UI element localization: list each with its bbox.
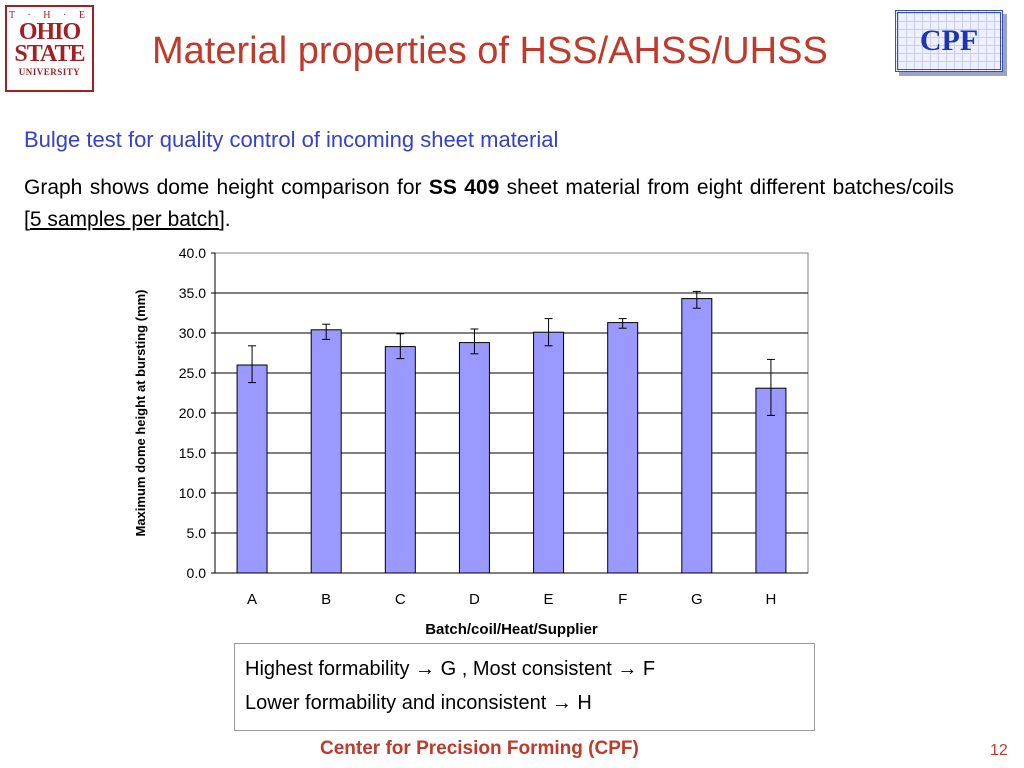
desc-part2: sheet material from eight different batches/coils [: [24, 176, 954, 231]
bar-G: [682, 299, 712, 573]
x-tick-label-B: B: [321, 591, 332, 608]
bar-A: [237, 365, 267, 573]
y-tick-label: 25.0: [178, 365, 206, 381]
y-axis-label: Maximum dome height at bursting (mm): [133, 289, 148, 537]
desc-part3: ].: [218, 208, 231, 231]
logo-the: T · H · E: [9, 10, 90, 21]
slide-title: Material properties of HSS/AHSS/UHSS: [152, 30, 828, 72]
x-tick-label-C: C: [394, 591, 406, 608]
bar-D: [459, 343, 489, 573]
logo-university: UNIVERSITY: [18, 67, 81, 77]
x-tick-label-G: G: [690, 591, 703, 608]
bar-E: [534, 332, 564, 573]
y-tick-label: 15.0: [178, 445, 206, 461]
bar-B: [311, 330, 341, 573]
x-tick-label-A: A: [247, 591, 258, 608]
cpf-logo-text: CPF: [919, 24, 979, 57]
desc-part1: Graph shows dome height comparison for: [24, 176, 429, 199]
logo-ohio: OHIO: [18, 19, 81, 45]
desc-material: SS 409: [428, 176, 500, 199]
x-tick-label-D: D: [469, 591, 480, 608]
x-tick-label-E: E: [543, 591, 554, 608]
logo-state: STATE: [14, 41, 85, 67]
bar-H: [756, 388, 786, 573]
conclusion-line-1: Highest formability → G , Most consistent → F: [245, 658, 656, 680]
cpf-logo: [895, 10, 1003, 72]
y-tick-label: 20.0: [178, 405, 206, 421]
y-tick-label: 30.0: [178, 325, 206, 341]
x-tick-label-F: F: [618, 591, 628, 608]
y-tick-label: 35.0: [178, 285, 206, 301]
x-axis-label: Batch/coil/Heat/Supplier: [425, 621, 598, 638]
conclusions-box: [234, 643, 815, 731]
page-number: 12: [990, 742, 1008, 759]
ohio-state-logo: [5, 5, 94, 92]
y-tick-label: 10.0: [178, 485, 206, 501]
slide-subtitle: Bulge test for quality control of incoming sheet material: [24, 127, 559, 152]
y-tick-label: 0.0: [186, 565, 206, 581]
x-tick-label-H: H: [765, 591, 777, 608]
chart-svg: [128, 240, 822, 640]
bar-F: [608, 323, 638, 573]
slide-description: [24, 172, 954, 236]
bar-C: [385, 347, 415, 573]
conclusion-line-2: Lower formability and inconsistent → H: [245, 692, 592, 714]
y-tick-label: 40.0: [178, 245, 206, 261]
footer-text: Center for Precision Forming (CPF): [320, 738, 639, 759]
y-tick-label: 5.0: [186, 525, 206, 541]
dome-height-chart: [128, 240, 822, 640]
desc-samples: 5 samples per batch: [29, 208, 219, 231]
